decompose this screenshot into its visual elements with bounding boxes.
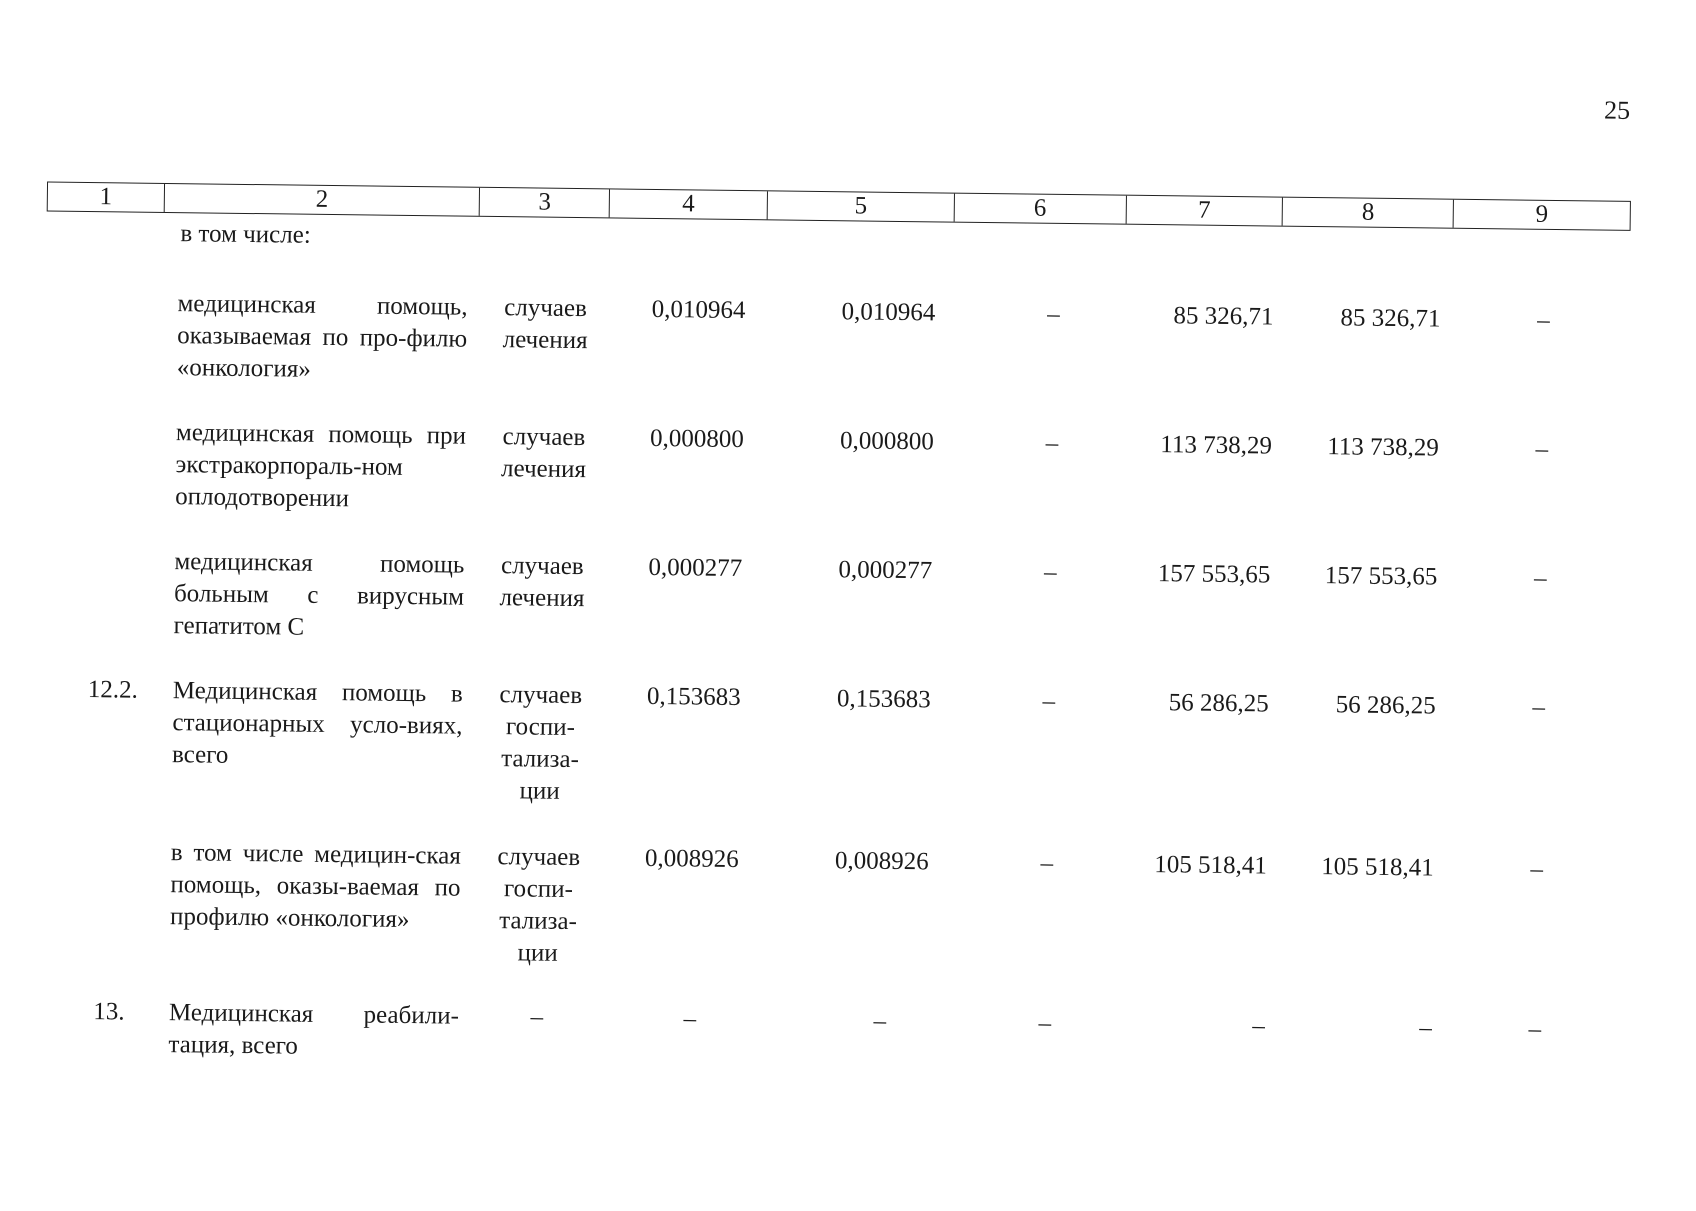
cell-col4: 0,010964: [651, 295, 746, 325]
row-unit: случаев лечения: [502, 294, 588, 355]
cell-col5: 0,000277: [838, 556, 933, 585]
column-number-7: 7: [1126, 196, 1283, 226]
table-row: [0, 835, 1693, 967]
cell-col9: –: [1532, 693, 1546, 721]
cell-col5: 0,000800: [839, 427, 934, 456]
column-number-9: 9: [1535, 200, 1549, 228]
cell-col7: 157 553,65: [1157, 560, 1271, 589]
cell-col5: –: [873, 1007, 887, 1035]
row-name: в том числе медицин-ская помощь, оказы-ваемая по профилю «онкология»: [169, 839, 462, 934]
cell-col6: –: [1038, 1009, 1052, 1037]
cell-col8: –: [1419, 1014, 1432, 1042]
row-unit: случаев лечения: [500, 423, 587, 484]
column-number-4: 4: [610, 189, 768, 219]
column-number-1: 1: [48, 183, 165, 212]
page-number: 25: [1603, 95, 1631, 125]
row-number: [61, 836, 161, 837]
subheading: в том числе:: [180, 220, 311, 249]
column-number-6: 6: [954, 194, 1126, 224]
cell-col9: –: [1535, 435, 1549, 463]
cell-col9: –: [1537, 306, 1550, 334]
cell-col8: 56 286,25: [1335, 691, 1436, 720]
cell-col4: 0,000800: [649, 424, 744, 454]
row-name: медицинская помощь при экстракорпораль-ном оплодотворении: [175, 419, 467, 513]
row-number: 12.2.: [87, 676, 139, 704]
cell-col4: –: [683, 1005, 697, 1033]
table-row: [4, 286, 1696, 383]
row-name: медицинская помощь больным с вирусным гепатитом С: [173, 548, 465, 641]
cell-col8: 113 738,29: [1327, 433, 1440, 462]
cell-col9: –: [1528, 1015, 1542, 1043]
cell-col7: –: [1252, 1012, 1265, 1040]
row-name: медицинская помощь, оказываемая по про-филю «онкология»: [176, 290, 468, 383]
cell-col4: 0,000277: [648, 553, 743, 583]
table-row: [0, 995, 1691, 1060]
cell-col6: –: [1040, 849, 1054, 877]
row-unit: случаев госпи-тализа-ции: [499, 681, 583, 805]
cell-col4: 0,153683: [646, 682, 741, 712]
cell-col8: 105 518,41: [1321, 853, 1434, 882]
cell-col9: –: [1530, 855, 1544, 883]
row-number: [65, 545, 165, 546]
column-number-8: 8: [1283, 198, 1454, 228]
cell-col7: 113 738,29: [1160, 431, 1273, 460]
row-name: Медицинская помощь в стационарных усло-виях, всего: [171, 677, 463, 769]
cell-col8: 157 553,65: [1324, 562, 1438, 591]
cell-col6: –: [1043, 558, 1057, 586]
cell-col5: 0,008926: [834, 847, 929, 876]
row-number: [66, 416, 166, 417]
column-number-3: 3: [480, 188, 610, 218]
table-row: [1, 544, 1696, 641]
cell-col6: –: [1045, 429, 1059, 457]
column-number-2: 2: [165, 184, 481, 216]
row-name: Медицинская реабили-тация, всего: [168, 999, 460, 1060]
row-number: [68, 287, 168, 288]
column-number-5: 5: [768, 191, 955, 221]
row-number: 13.: [93, 998, 125, 1026]
row-unit: –: [530, 1003, 544, 1031]
cell-col8: 85 326,71: [1340, 304, 1441, 333]
cell-col7: 105 518,41: [1154, 851, 1267, 880]
cell-col5: 0,010964: [841, 298, 936, 327]
cell-col5: 0,153683: [836, 685, 931, 714]
cell-col6: –: [1047, 300, 1060, 328]
cell-col7: 85 326,71: [1173, 302, 1274, 331]
row-unit: случаев лечения: [499, 552, 585, 613]
table-row: [0, 673, 1695, 805]
cell-col9: –: [1533, 564, 1547, 592]
row-unit: случаев госпи-тализа-ции: [497, 843, 581, 967]
cell-col7: 56 286,25: [1168, 689, 1269, 718]
cell-col6: –: [1042, 687, 1056, 715]
table-row: [2, 415, 1696, 513]
cell-col4: 0,008926: [644, 844, 739, 874]
